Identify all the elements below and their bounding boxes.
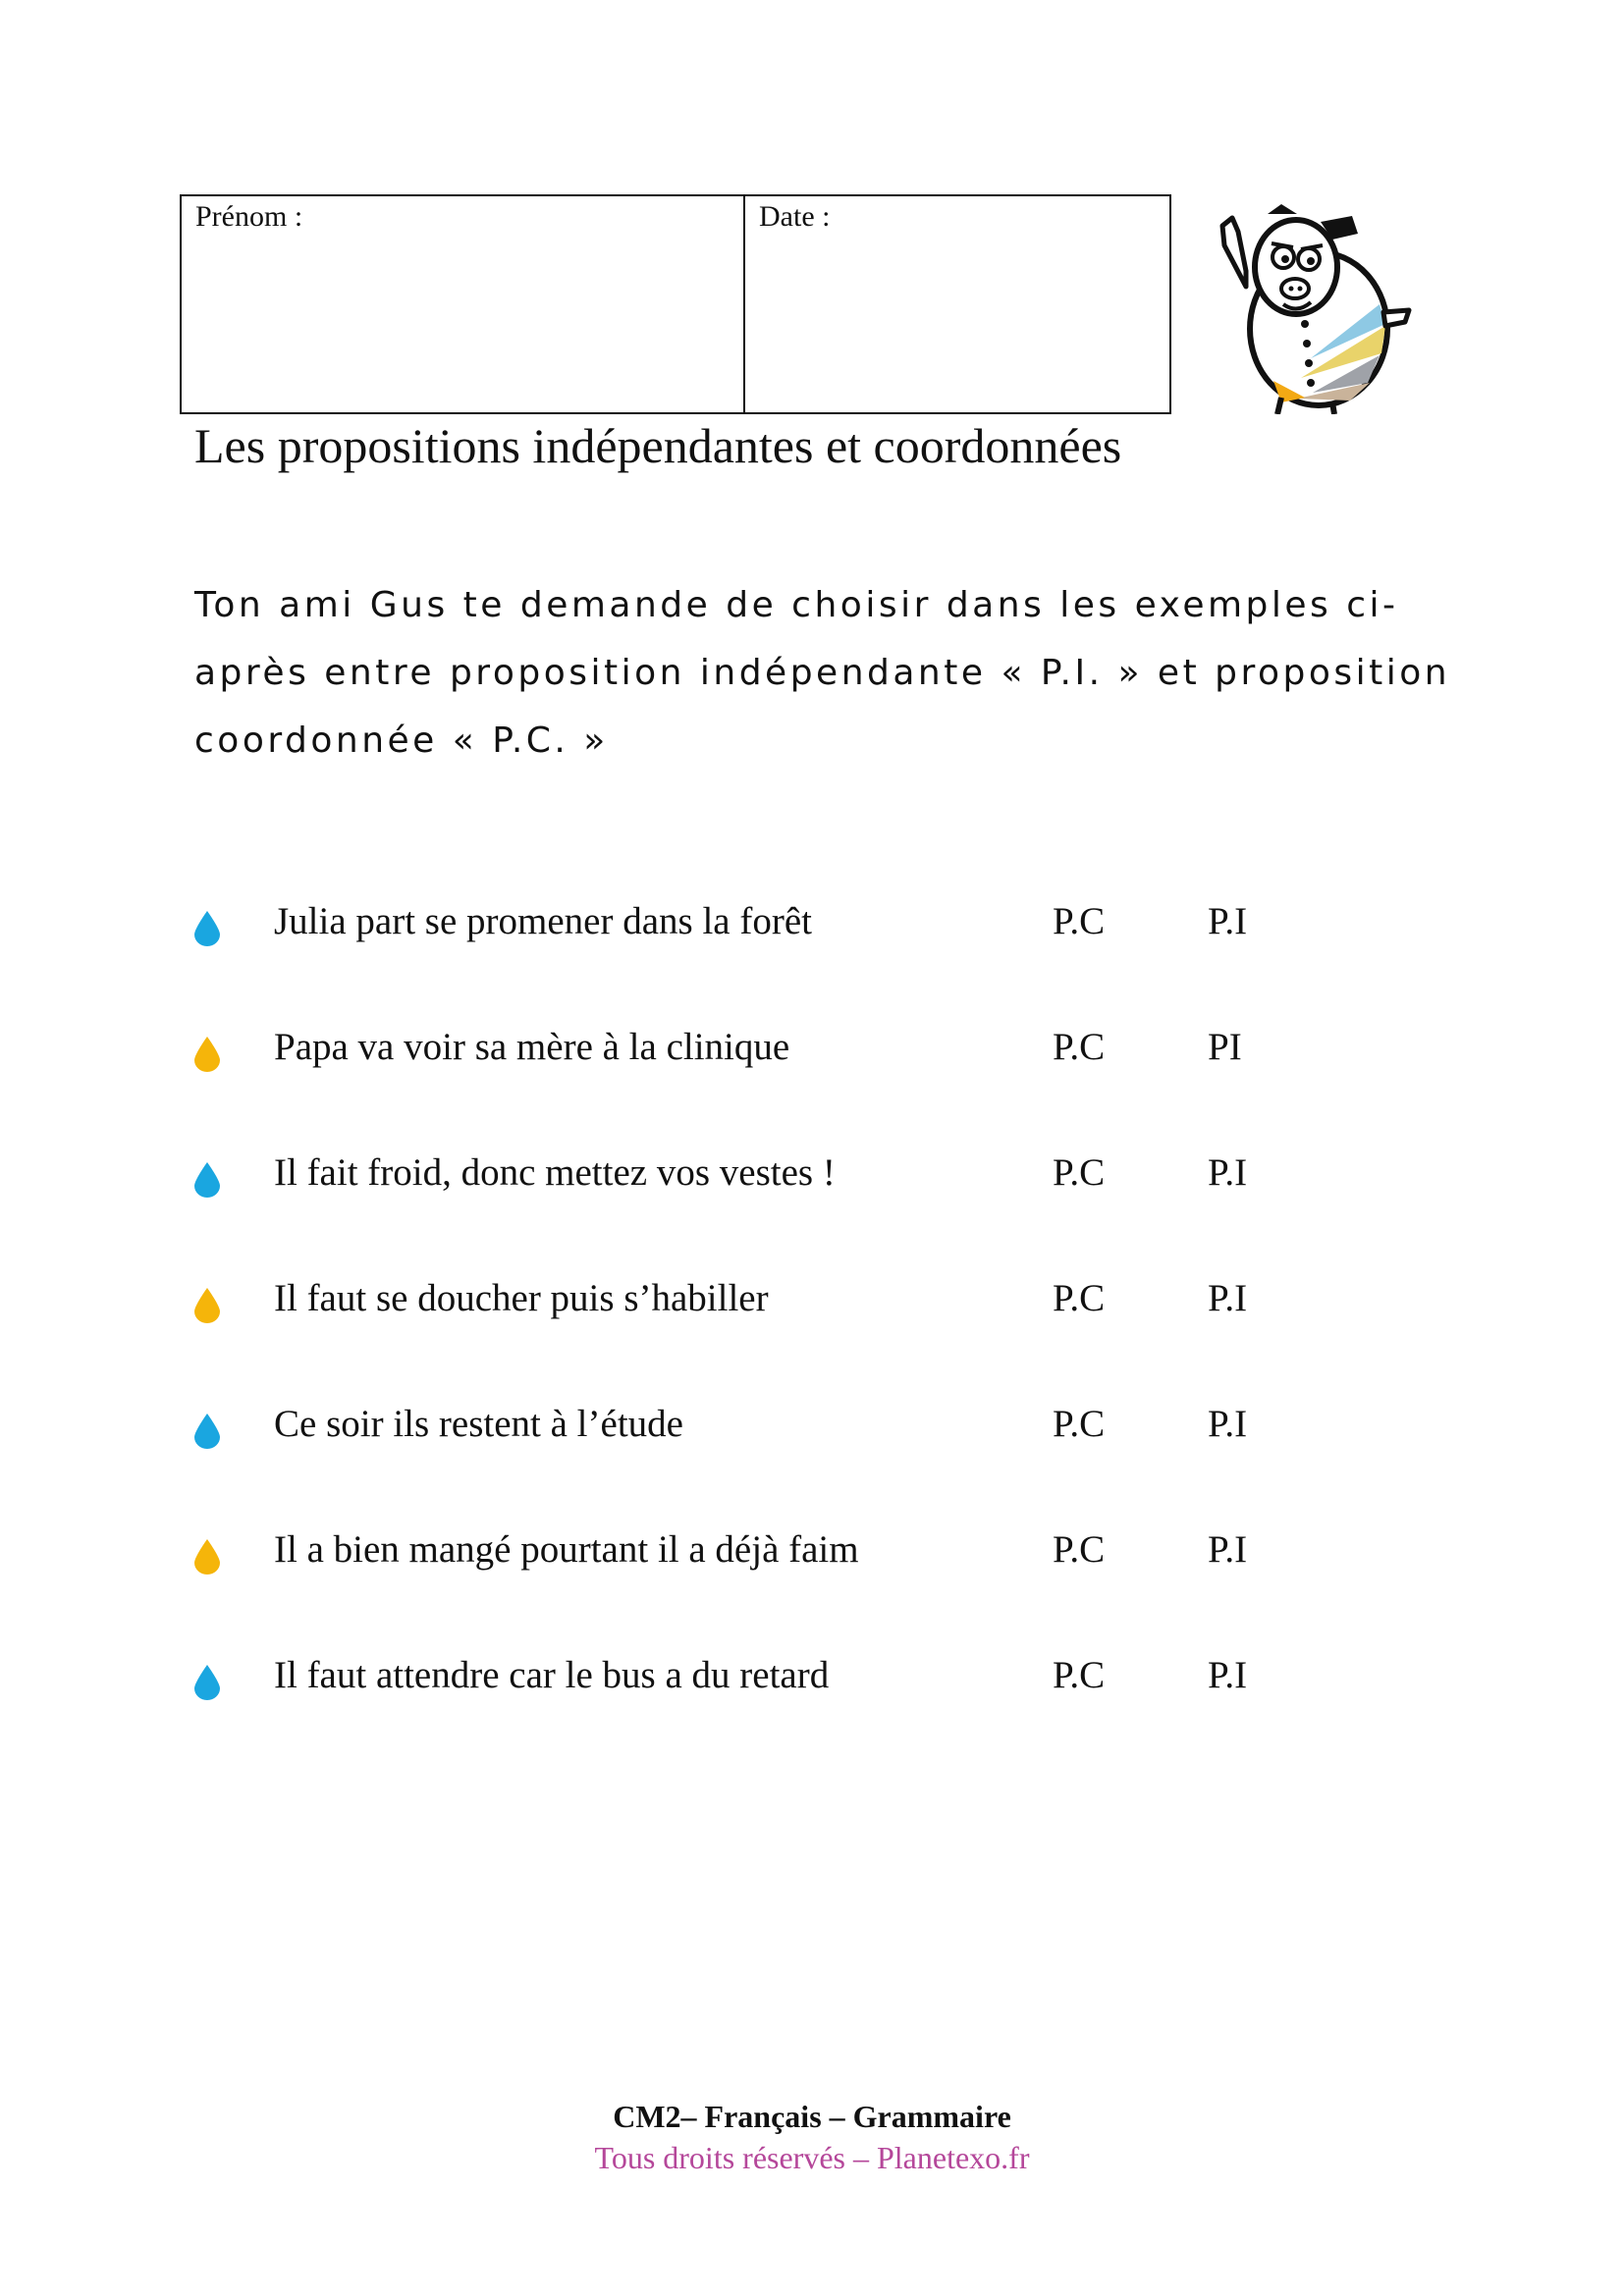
exercise-row — [0, 1272, 1624, 1341]
option-pc[interactable]: P.C — [1053, 1528, 1106, 1571]
option-pi[interactable]: P.I — [1208, 1151, 1248, 1194]
date-label: Date : — [759, 200, 831, 233]
exercise-row — [0, 1147, 1624, 1215]
drop-bullet-icon — [194, 1414, 220, 1449]
option-pc[interactable]: P.C — [1053, 1026, 1106, 1068]
option-pi[interactable]: P.I — [1208, 1528, 1248, 1571]
exercise-row — [0, 1523, 1624, 1592]
exercise-row — [0, 1398, 1624, 1467]
exercise-sentence: Julia part se promener dans la forêt — [274, 900, 812, 942]
drop-bullet-icon — [194, 1162, 220, 1198]
option-pi[interactable]: P.I — [1208, 900, 1248, 942]
exercise-sentence: Il a bien mangé pourtant il a déjà faim — [274, 1528, 859, 1571]
drop-bullet-icon — [194, 1539, 220, 1575]
exercise-row — [0, 1649, 1624, 1718]
footer-course: CM2– Français – Grammaire — [613, 2099, 1011, 2134]
option-pi[interactable]: P.I — [1208, 1654, 1248, 1696]
exercise-row — [0, 1021, 1624, 1090]
option-pc[interactable]: P.C — [1053, 1151, 1106, 1194]
exercise-sentence: Il faut attendre car le bus a du retard — [274, 1654, 830, 1696]
option-pi[interactable]: P.I — [1208, 1277, 1248, 1319]
exercise-sentence: Il faut se doucher puis s’habiller — [274, 1277, 769, 1319]
option-pc[interactable]: P.C — [1053, 900, 1106, 942]
exercise-sentence: Papa va voir sa mère à la clinique — [274, 1026, 790, 1068]
option-pc[interactable]: P.C — [1053, 1654, 1106, 1696]
page-title: Les propositions indépendantes et coordonnées — [194, 418, 1122, 473]
footer-rights: Tous droits réservés – Planetexo.fr — [594, 2140, 1030, 2175]
option-pi[interactable]: PI — [1208, 1026, 1242, 1068]
exercise-row — [0, 895, 1624, 964]
drop-bullet-icon — [194, 1665, 220, 1700]
option-pi[interactable]: P.I — [1208, 1403, 1248, 1445]
drop-bullet-icon — [194, 1037, 220, 1072]
option-pc[interactable]: P.C — [1053, 1403, 1106, 1445]
exercise-sentence: Il fait froid, donc mettez vos vestes ! — [274, 1151, 836, 1194]
drop-bullet-icon — [194, 911, 220, 946]
drop-bullet-icon — [194, 1288, 220, 1323]
instruction-text: Ton ami Gus te demande de choisir dans les exemples ci-après entre proposition indépendante « P.I. » et proposition coordonnée « P.C. » — [194, 585, 1451, 761]
exercise-sentence: Ce soir ils restent à l’étude — [274, 1403, 683, 1445]
prenom-label: Prénom : — [195, 200, 303, 233]
option-pc[interactable]: P.C — [1053, 1277, 1106, 1319]
